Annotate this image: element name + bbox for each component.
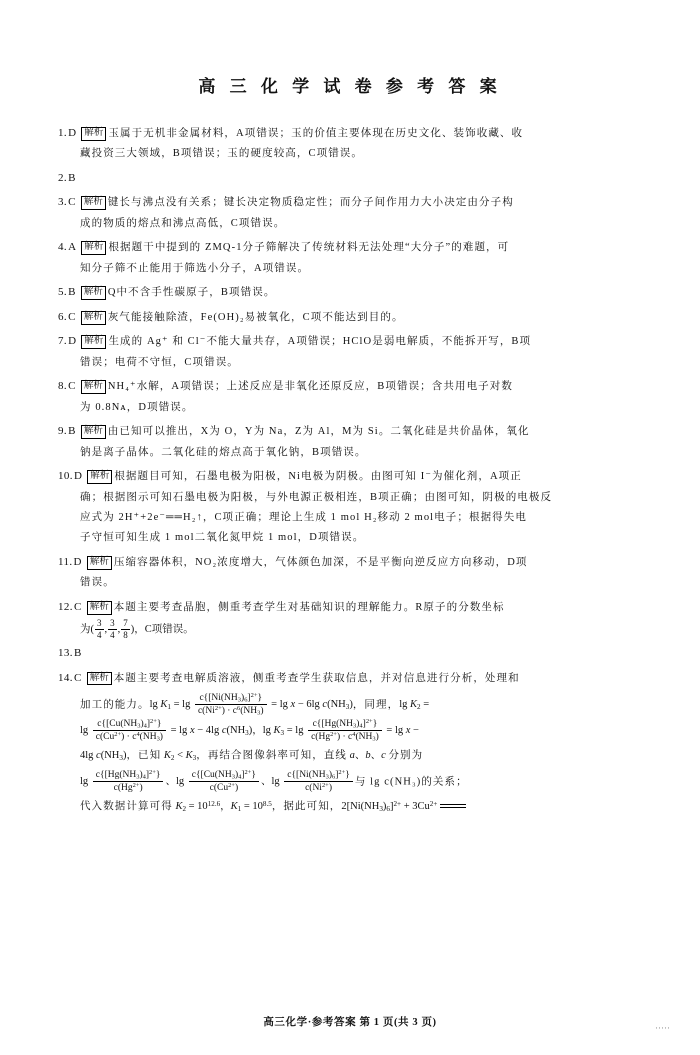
question-number: 8. [58,380,68,393]
analysis-tag: 解析 [87,556,112,570]
fraction-ni-nh3-6: $\frac{c\{[Ni(NH_3)_6]^{2+}\}}{c(Ni^{2+}) \cdot c^6(NH_3)}$ [195,692,267,718]
page-footer: 高三化学·参考答案 第 1 页(共 3 页) [263,1017,437,1028]
answer-letter: D [68,127,77,139]
formula-three-ratios: lg $\frac{c\{[Hg(NH_3)_4]^{2+}\}}{c(Hg^{2+})}$ 、lg $\frac{c\{[Cu(NH_3)_4]^{2+}\}}{c(Cu^{2+})}$ 、lg $\frac{c\{[Ni(NH_3)_6]^{2+}\}}{c(Ni^{2+})}$ [80,776,355,787]
analysis-tag: 解析 [81,241,106,255]
q14-equation-line-2 [58,718,642,744]
answer-item-8 [58,376,642,418]
question-number: 2. [58,171,68,184]
analysis-line: 由已知可以推出，X为 O，Y为 Na，Z为 Al，M为 Si。二氧化硅是共价晶体，氧化 [107,426,530,438]
answer-letter: C [73,671,82,684]
footer-dots: ····· [655,1023,670,1033]
answer-letter: B [73,647,82,660]
question-number: 1. [58,127,68,139]
analysis-tag: 解析 [81,311,106,325]
formula-compare: 4lg $c(NH_3)$ [80,750,127,762]
analysis-line: 藏投资三大领域，B项错误；玉的硬度较高，C项错误。 [80,148,364,160]
answer-letter: C [73,600,82,613]
fraction-cu-ratio: $\frac{c\{[Cu(NH_3)_4]^{2+}\}}{c(Cu^{2+})}$ [189,769,259,795]
question-number: 3. [58,196,68,209]
q14-equation-line-5 [58,795,642,820]
analysis-tag: 解析 [87,601,112,615]
formula-reaction: $2[Ni(NH_3)_6]^{2+} + 3Cu^{2+}$ [341,801,466,812]
fraction-3-4: $\frac{3}{4}$ [110,618,115,640]
fraction-hg-nh3-4: $\frac{c\{[Hg(NH_3)_4]^{2+}\}}{c(Hg^{2+}) \cdot c^4(NH_3)}$ [308,718,382,744]
analysis-line: 子守恒可知生成 1 mol二氧化氮甲烷 1 mol，D项错误。 [80,532,365,544]
equilibrium-arrow-icon [440,801,466,811]
analysis-line: ，同理， [352,699,400,711]
analysis-line: ，已知 [126,750,162,761]
answer-letter: D [73,555,82,568]
analysis-line: 加工的能力。 [80,699,150,711]
answer-item-7 [58,331,642,373]
analysis-line: 错误。 [80,577,115,589]
analysis-tag: 解析 [81,425,106,439]
answer-item-9 [58,421,642,463]
answer-letter: C [68,380,76,393]
answer-item-14 [58,668,642,689]
analysis-line: 本题主要考查晶胞，侧重考查学生对基础知识的理解能力。R原子的分数坐标 [113,601,505,613]
analysis-tag: 解析 [81,335,106,349]
question-number: 11. [58,555,73,568]
formula-k1: $\lg K_1 = \lg$ $\frac{c\{[Ni(NH_3)_6]^{2+}\}}{c(Ni^{2+}) \cdot c^6(NH_3)}$ = lg x − 6lg $c(NH_3)$ [149,691,353,718]
answer-sheet-page [0,72,700,1055]
q14-equation-line-4 [58,769,642,795]
answer-letter: B [68,171,76,184]
answer-letter: B [68,286,76,299]
fraction-ni-ratio: $\frac{c\{[Ni(NH_3)_6]^{2+}\}}{c(Ni^{2+})}$ [284,769,353,795]
question-number: 7. [58,335,68,348]
question-number: 9. [58,425,68,438]
answer-item-2 [58,168,642,189]
formula-k2-label: $\lg K_2$ = [399,699,430,712]
analysis-line: 本题主要考查电解质溶液，侧重考查学生获取信息，并对信息进行分析，处理和 [113,672,520,684]
formula-k-values: $K_2 = 10^{12.6}$，$K_1 = 10^{8.5}$ [175,799,272,813]
question-number: 14. [58,671,73,684]
analysis-line: 成的物质的熔点和沸点高低，C项错误。 [80,217,286,229]
answer-letter: B [68,425,76,438]
analysis-line: 生成的 Ag⁺ 和 Cl⁻不能大量共存，A项错误；HClO是弱电解质，不能拆开写，B项 [108,336,532,348]
analysis-line: 与 lg c(NH₃)的关系； [354,775,468,787]
analysis-line: 确；根据图示可知石墨电极为阳极，与外电源正极相连，B项正确；由图可知，阴极的电极反 [80,491,553,503]
analysis-tag: 解析 [81,196,106,210]
analysis-line: 错误；电荷不守恒，C项错误。 [80,356,239,368]
analysis-line: 键长与沸点没有关系；键长决定物质稳定性；而分子间作用力大小决定由分子构 [107,197,514,209]
fraction-cu-nh3-4: $\frac{c\{[Cu(NH_3)_4]^{2+}\}}{c(Cu^{2+}) \cdot c^4(NH_3)}$ [93,718,166,744]
analysis-line: ，再结合图像斜率可知，直线 [196,750,348,761]
analysis-line: 压缩容器体积，NO₂浓度增大，气体颜色加深，不是平衡向逆反应方向移动，D项 [113,556,528,568]
analysis-line: 为 0.8Nᴀ，D项错误。 [80,401,194,413]
answer-item-4 [58,237,642,279]
answer-letter: A [68,241,77,254]
q14-equation-line-1 [58,692,642,718]
question-number: 5. [58,286,68,299]
answer-item-10 [58,466,642,549]
analysis-line: ，据此可知， [271,800,342,812]
page-title: 高 三 化 学 试 卷 参 考 答 案 [198,77,502,96]
question-number: 12. [58,600,73,613]
fraction-hg-ratio: $\frac{c\{[Hg(NH_3)_4]^{2+}\}}{c(Hg^{2+})}$ [93,769,164,795]
answer-item-1 [58,123,642,165]
analysis-line: 分别为 [388,750,424,761]
answer-letter: D [73,470,83,483]
analysis-line: 钠是离子晶体。二氧化硅的熔点高于氧化钠，B项错误。 [80,446,367,458]
answer-item-5 [58,282,642,303]
question-number: 6. [58,310,68,323]
analysis-tag: 解析 [87,672,112,686]
question-number: 10. [58,470,73,483]
analysis-line: 代入数据计算可得 [80,800,173,812]
formula-k2: lg $\frac{c\{[Cu(NH_3)_4]^{2+}\}}{c(Cu^{2+}) \cdot c^4(NH_3)}$ = lg x − 4lg $c(NH_3)$，$\lg K_3 = \lg$ $\frac{c\{[Hg(NH_3)_4]^{2+}\}}{c(Hg^{2+}) \cdot c^4(NH_3)}$ = lg x − [80,717,419,744]
fraction-3-4: $\frac{3}{4}$ [97,618,102,640]
q14-equation-line-3 [58,744,642,769]
analysis-line: 灰气能接触除渣，Fe(OH)₂易被氧化，C项不能达到目的。 [107,311,404,323]
analysis-line: NH₄⁺水解，A项错误；上述反应是非氧化还原反应，B项错误；含共用电子对数 [107,381,513,393]
answer-letter: C [68,310,76,323]
question-number: 4. [58,241,68,254]
analysis-tag: 解析 [81,127,106,141]
analysis-line: Q中不含手性碳原子，B项错误。 [107,287,276,299]
answer-item-13 [58,643,642,664]
answer-item-12 [58,597,642,640]
analysis-line: 根据题目可知，石墨电极为阳极，Ni电极为阴极。由图可知 I⁻为催化剂，A项正 [114,471,522,483]
analysis-line: 根据题干中提到的 ZMQ-1分子筛解决了传统材料无法处理“大分子”的难题，可 [108,242,510,254]
formula-lines-abc: a、b、c [349,750,386,761]
answer-letter: D [68,335,77,348]
answer-item-11 [58,552,642,594]
analysis-line-fraction: 为( $\frac{3}{4}$ , $\frac{3}{4}$ , $\frac{7}{8}$ )，C项错误。 [80,618,194,640]
analysis-tag: 解析 [81,286,106,300]
analysis-tag: 解析 [81,380,106,394]
answer-letter: C [68,196,76,209]
answer-item-6 [58,307,642,328]
analysis-tag: 解析 [87,470,112,484]
fraction-7-8: $\frac{7}{8}$ [123,618,128,640]
formula-inequality: $K_2 < K_3$ [163,750,197,762]
analysis-line: 玉属于无机非金属材料，A项错误；玉的价值主要体现在历史文化、装饰收藏、收 [108,128,524,139]
question-number: 13. [58,647,73,660]
analysis-line: 应式为 2H⁺+2e⁻══H₂↑，C项正确；理论上生成 1 mol H₂移动 2 mol电子；根据得失电 [80,511,527,523]
analysis-line: 知分子筛不止能用于筛选小分子，A项错误。 [80,262,310,274]
answer-item-3 [58,192,642,234]
